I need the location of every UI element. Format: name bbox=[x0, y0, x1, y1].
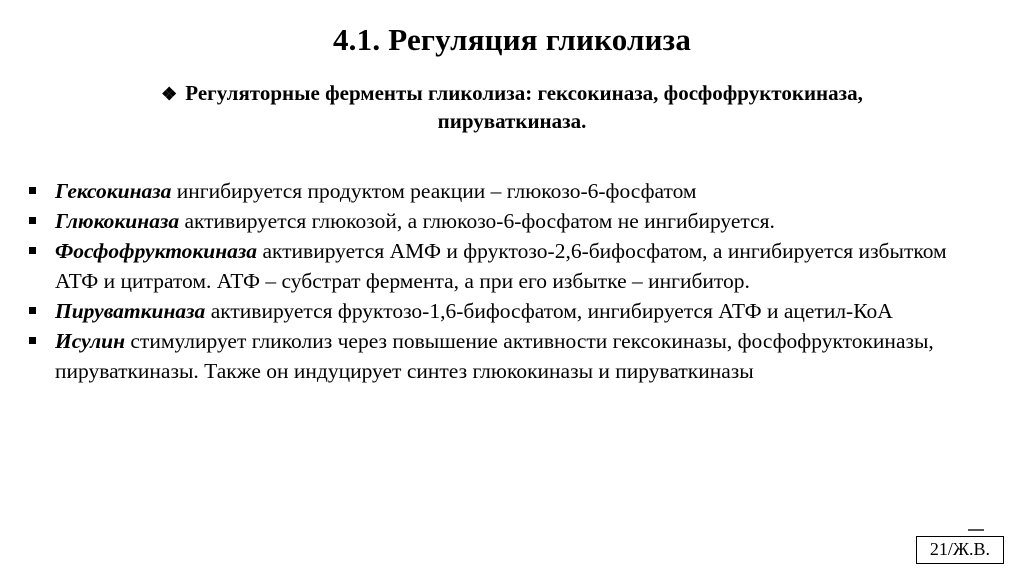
bullet-term: Исулин bbox=[55, 329, 126, 353]
bullet-term: Фосфофруктокиназа bbox=[55, 239, 258, 263]
subtitle-text: Регуляторные ферменты гликолиза: гексокиназа, фосфофруктокиназа, bbox=[185, 81, 863, 105]
bullet-item-pyruvate-kinase bbox=[28, 296, 958, 326]
square-bullet-icon bbox=[29, 217, 36, 224]
bullet-term: Пируваткиназа bbox=[55, 299, 206, 323]
bullet-item-glucokinase bbox=[28, 206, 958, 236]
bullet-item-insulin bbox=[28, 326, 958, 386]
subtitle bbox=[40, 80, 984, 135]
subtitle-text-line2: пируваткиназа. bbox=[437, 109, 587, 133]
bullet-list bbox=[28, 176, 958, 386]
square-bullet-icon bbox=[29, 247, 36, 254]
bullet-item-hexokinase bbox=[28, 176, 958, 206]
bullet-text: стимулирует гликолиз через повышение активности гексокиназы, фосфофруктокиназы, пируваткиназы. Также он индуцирует синтез глюкокиназы и пируваткиназы bbox=[55, 329, 934, 383]
square-bullet-icon bbox=[29, 307, 36, 314]
divider bbox=[968, 529, 984, 531]
bullet-text: активируется фруктозо-1,6-бифосфатом, ингибируется АТФ и ацетил-КоА bbox=[205, 299, 893, 323]
four-diamond-star-icon: ❖ bbox=[161, 84, 178, 104]
bullet-text: ингибируется продуктом реакции – глюкозо-6-фосфатом bbox=[171, 179, 697, 203]
bullet-text: активируется глюкозой, а глюкозо-6-фосфатом не ингибируется. bbox=[179, 209, 775, 233]
page-number-badge: 21/Ж.В. bbox=[916, 536, 1004, 564]
square-bullet-icon bbox=[29, 337, 36, 344]
bullet-term: Гексокиназа bbox=[55, 179, 172, 203]
bullet-item-phosphofructokinase bbox=[28, 236, 958, 296]
bullet-term: Глюкокиназа bbox=[55, 209, 180, 233]
square-bullet-icon bbox=[29, 187, 36, 194]
slide-title: 4.1. Регуляция гликолиза bbox=[332, 22, 692, 57]
bullet-text: активируется АМФ и фруктозо-2,6-бифосфатом, а ингибируется избытком АТФ и цитратом. АТФ – субстрат фермента, а при его избытке – ингибитор. bbox=[55, 239, 947, 293]
